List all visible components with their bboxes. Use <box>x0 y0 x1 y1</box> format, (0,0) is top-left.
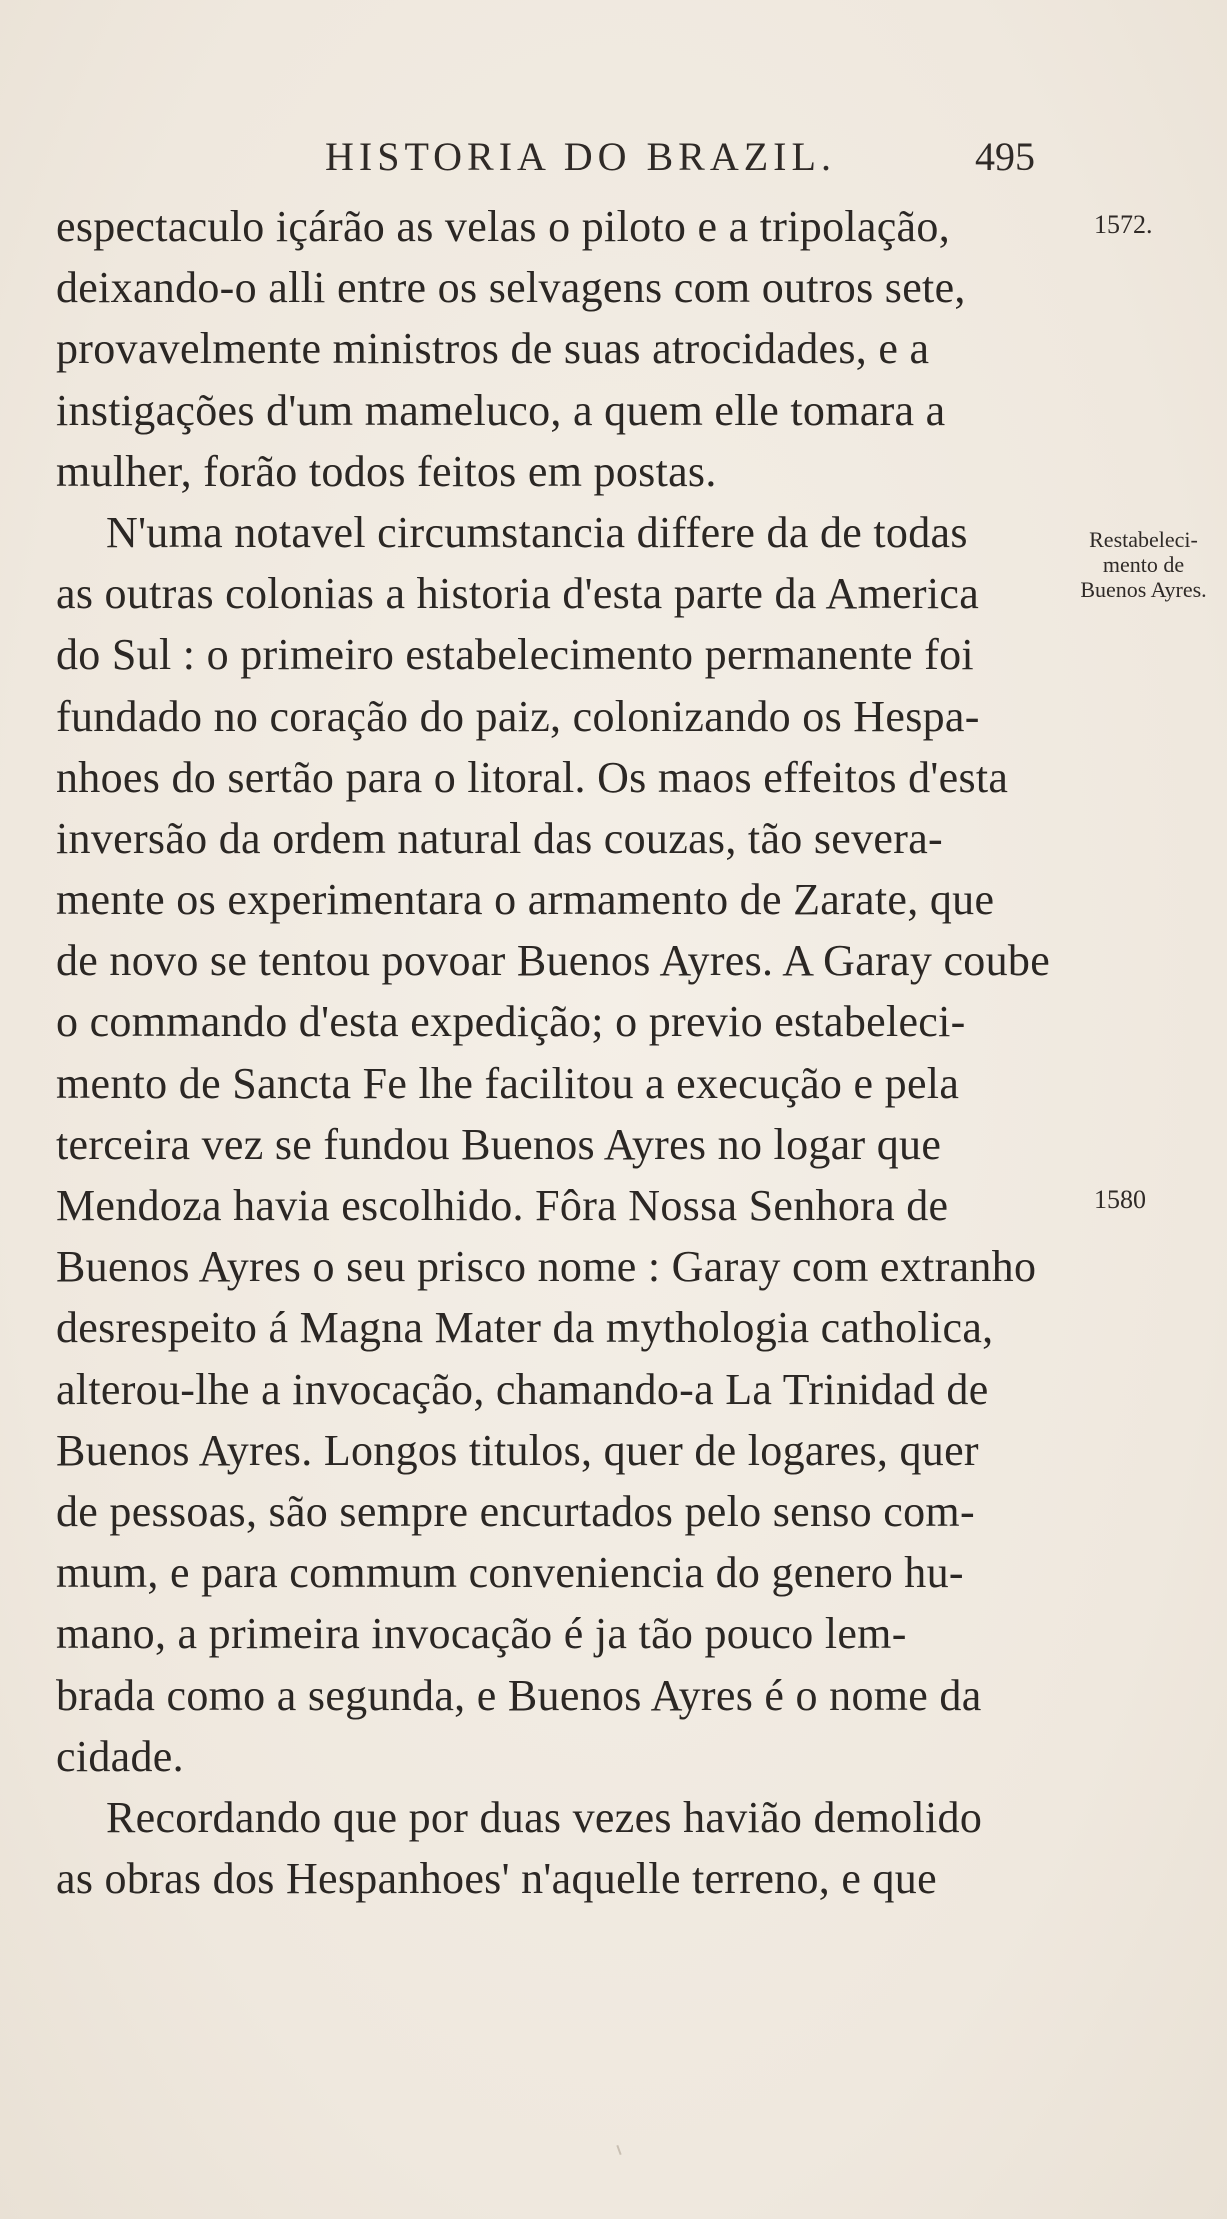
margin-year-1572: 1572. <box>1094 210 1153 239</box>
side-note-line: Buenos Ayres. <box>1080 577 1207 602</box>
text-line: instigações d'um mameluco, a quem elle tomara a <box>56 385 946 435</box>
text-line: do Sul : o primeiro estabelecimento permanente foi <box>56 630 974 680</box>
text-line: provavelmente ministros de suas atrocidades, e a <box>56 324 930 374</box>
text-line: o commando d'esta expedição; o previo estabeleci- <box>56 997 966 1047</box>
text-line: as outras colonias a historia d'esta parte da America <box>56 569 980 619</box>
margin-side-note <box>1066 527 1221 602</box>
paper-mark <box>616 2145 621 2155</box>
text-line: de novo se tentou povoar Buenos Ayres. A Garay coube <box>56 936 1051 986</box>
text-line: deixando-o alli entre os selvagens com outros sete, <box>56 263 966 313</box>
text-line: cidade. <box>56 1731 184 1781</box>
page-header <box>0 133 1227 193</box>
body-text <box>56 196 1051 1909</box>
paragraph-start-line: Recordando que por duas vezes havião demolido <box>106 1792 983 1842</box>
text-line: Mendoza havia escolhido. Fôra Nossa Senhora de <box>56 1181 949 1230</box>
page-number: 495 <box>975 134 1035 179</box>
text-line: fundado no coração do paiz, colonizando os Hespa- <box>56 691 980 741</box>
text-line: nhoes do sertão para o litoral. Os maos effeitos d'esta <box>56 752 1009 802</box>
text-line: alterou-lhe a invocação, chamando-a La Trinidad de <box>56 1364 989 1414</box>
text-line: mum, e para commum conveniencia do genero hu- <box>56 1548 964 1598</box>
text-line: mente os experimentara o armamento de Zarate, que <box>56 875 995 925</box>
text-line: espectaculo içárão as velas o piloto e a tripolação, <box>56 202 950 251</box>
text-line: terceira vez se fundou Buenos Ayres no logar que <box>56 1119 942 1169</box>
text-line: mano, a primeira invocação é ja tão pouco lem- <box>56 1609 907 1659</box>
text-line: desrespeito á Magna Mater da mythologia catholica, <box>56 1303 994 1353</box>
running-title: HISTORIA DO BRAZIL. <box>325 134 836 179</box>
text-line: mento de Sancta Fe lhe facilitou a execução e pela <box>56 1058 960 1108</box>
side-note-line: mento de <box>1102 552 1185 577</box>
margin-year-1580: 1580 <box>1094 1185 1146 1214</box>
text-line: mulher, forão todos feitos em postas. <box>56 446 717 496</box>
text-line: brada como a segunda, e Buenos Ayres é o nome da <box>56 1670 982 1720</box>
text-line: as obras dos Hespanhoes' n'aquelle terreno, e que <box>56 1854 937 1904</box>
text-line: de pessoas, são sempre encurtados pelo senso com- <box>56 1486 975 1536</box>
text-line: Buenos Ayres o seu prisco nome : Garay com extranho <box>56 1242 1037 1292</box>
paragraph-start-line: N'uma notavel circumstancia differe da de todas <box>106 507 968 557</box>
text-line: Buenos Ayres. Longos titulos, quer de logares, quer <box>56 1425 979 1475</box>
side-note-line: Restabeleci- <box>1089 527 1198 552</box>
text-line: inversão da ordem natural das couzas, tão severa- <box>56 813 943 863</box>
